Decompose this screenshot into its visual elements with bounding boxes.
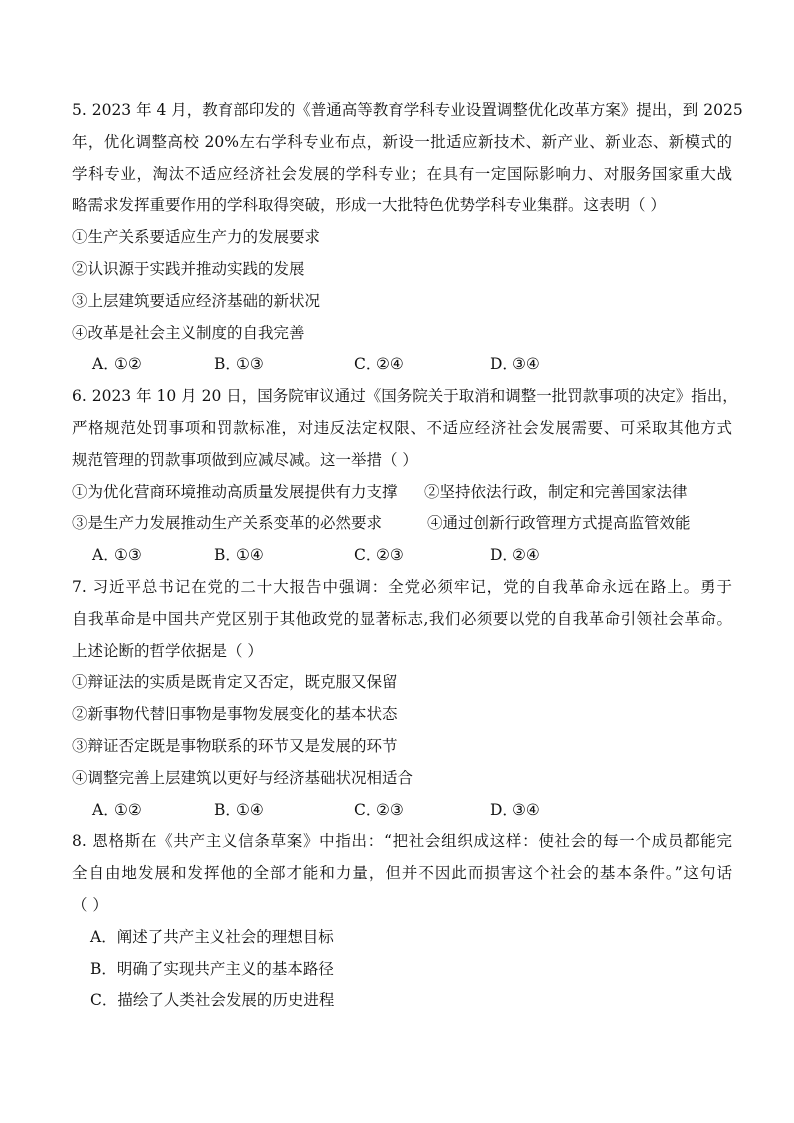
statement-item: ②认识源于实践并推动实践的发展	[72, 259, 305, 278]
statement-item: ③上层建筑要适应经济基础的新状况	[72, 291, 321, 310]
statement-row	[72, 477, 732, 509]
question-stem-line: 8. 恩格斯在《共产主义信条草案》中指出：“把社会组织成这样：使社会的每一个成员都能完	[72, 832, 732, 851]
question-5	[72, 95, 743, 381]
option-b[interactable]: B． ①④	[214, 800, 264, 819]
question-stem-line: 学科专业，淘汰不适应经济社会发展的学科专业；在具有一定国际影响力、对服务国家重大战	[72, 164, 732, 183]
statement-item: ①生产关系要适应生产力的发展要求	[72, 228, 321, 247]
exam-page	[72, 95, 743, 1017]
option-a[interactable]: A． ①②	[92, 800, 142, 819]
statement-item: ①辩证法的实质是既肯定又否定，既克服又保留	[72, 673, 398, 692]
statement-item: ③是生产力发展推动生产关系变革的必然要求	[72, 514, 383, 533]
statement-row	[72, 508, 732, 540]
option-d[interactable]: D． ③④	[490, 355, 540, 374]
option-c[interactable]: C． ②③	[354, 546, 404, 565]
option-b[interactable]: B．明确了实现共产主义的基本路径	[90, 959, 334, 978]
question-stem-line: 年，优化调整高校 20%左右学科专业布点，新设一批适应新技术、新产业、新业态、新模式的	[72, 132, 732, 151]
option-a[interactable]: A． ①②	[92, 355, 142, 374]
answer-options	[72, 795, 732, 827]
statement-item: ④改革是社会主义制度的自我完善	[72, 323, 305, 342]
question-stem-line: 自我革命是中国共产党区别于其他政党的显著标志,我们必须要以党的自我革命引领社会革命。	[72, 609, 732, 628]
question-stem-line: 7. 习近平总书记在党的二十大报告中强调：全党必须牢记，党的自我革命永远在路上。勇于	[72, 577, 732, 596]
question-stem-line: 略需求发挥重要作用的学科取得突破，形成一大批特色优势学科专业集群。这表明（ ）	[72, 196, 666, 215]
question-stem-line: 6. 2023 年 10 月 20 日，国务院审议通过《国务院关于取消和调整一批罚款事项的决定》指出，	[72, 387, 738, 406]
option-b[interactable]: B． ①③	[214, 355, 264, 374]
question-7	[72, 572, 732, 826]
option-a[interactable]: A． ①③	[92, 546, 142, 565]
question-6	[72, 381, 738, 572]
option-c[interactable]: C．描绘了人类社会发展的历史进程	[90, 991, 335, 1010]
question-stem-line: 严格规范处罚事项和罚款标准，对违反法定权限、不适应经济社会发展需要、可采取其他方式	[72, 418, 732, 437]
statement-item: ②新事物代替旧事物是事物发展变化的基本状态	[72, 705, 398, 724]
option-d[interactable]: D． ③④	[490, 800, 540, 819]
question-stem-line: （ ）	[72, 895, 108, 914]
answer-options	[72, 540, 732, 572]
question-stem-line: 全自由地发展和发挥他的全部才能和力量，但并不因此而损害这个社会的基本条件。”这句话	[72, 864, 732, 883]
option-c[interactable]: C． ②③	[354, 800, 404, 819]
question-stem-line: 5. 2023 年 4 月，教育部印发的《普通高等教育学科专业设置调整优化改革方案》提出，到 2025	[72, 101, 743, 119]
option-b[interactable]: B． ①④	[214, 546, 264, 565]
statement-item: ①为优化营商环境推动高质量发展提供有力支撑	[72, 482, 398, 501]
option-d[interactable]: D． ②④	[490, 546, 540, 565]
statement-item: ④调整完善上层建筑以更好与经济基础状况相适合	[72, 768, 414, 787]
option-a[interactable]: A．阐述了共产主义社会的理想目标	[90, 927, 334, 946]
statement-item: ④通过创新行政管理方式提高监管效能	[427, 514, 691, 533]
question-stem-line: 规范管理的罚款事项做到应减尽减。这一举措（ ）	[72, 450, 418, 469]
question-8	[72, 826, 732, 1017]
statement-item: ③辩证否定既是事物联系的环节又是发展的环节	[72, 736, 398, 755]
statement-item: ②坚持依法行政，制定和完善国家法律	[424, 482, 688, 501]
question-stem-line: 上述论断的哲学依据是（ ）	[72, 641, 263, 660]
option-c[interactable]: C． ②④	[354, 355, 404, 374]
answer-options	[72, 349, 732, 381]
